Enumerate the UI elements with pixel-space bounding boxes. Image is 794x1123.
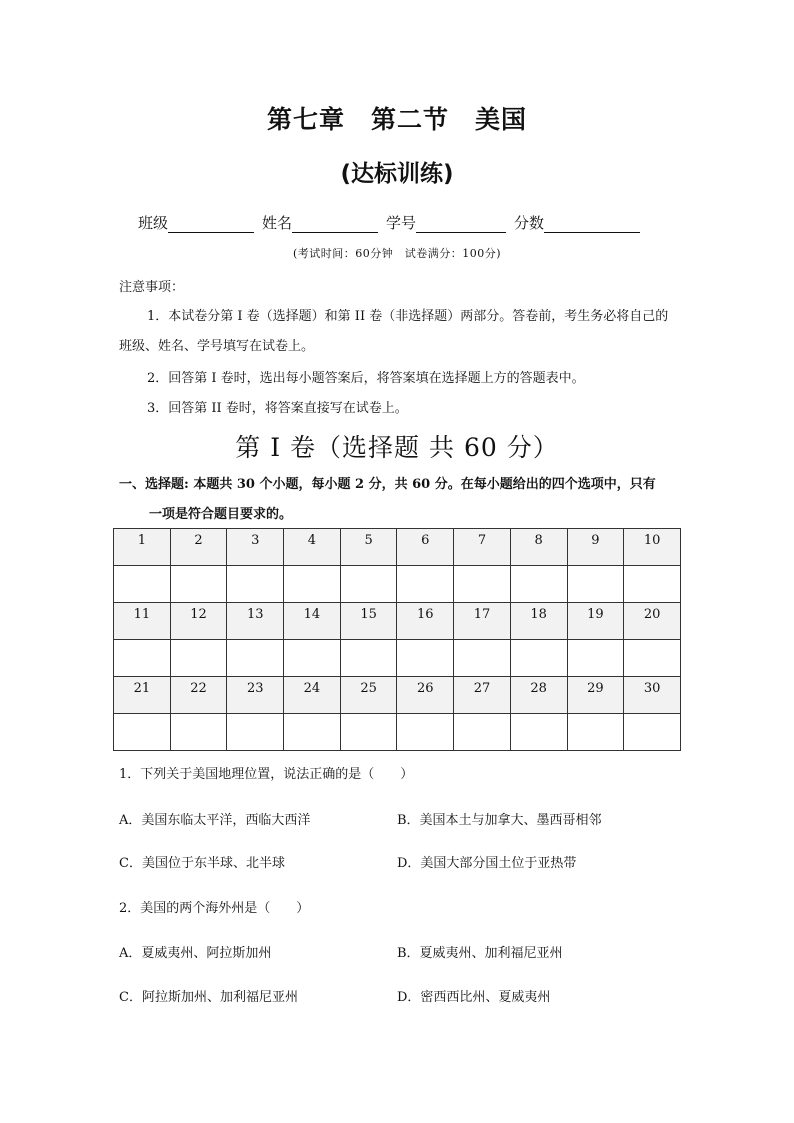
question-number-cell: 15 (340, 603, 397, 640)
question-number-cell: 3 (227, 529, 284, 566)
table-row (114, 677, 681, 714)
answer-cell[interactable] (170, 566, 227, 603)
question-number-cell: 24 (284, 677, 341, 714)
answer-cell[interactable] (227, 566, 284, 603)
page-subtitle: (达标训练) (340, 161, 454, 187)
option-a[interactable]: A．美国东临太平洋，西临大西洋 (119, 813, 311, 828)
question-number-cell: 25 (340, 677, 397, 714)
name-label: 姓名 (262, 214, 293, 232)
answer-cell[interactable] (170, 640, 227, 677)
student-info-row (138, 212, 678, 233)
answer-cell[interactable] (624, 640, 681, 677)
answer-cell[interactable] (454, 714, 511, 751)
name-blank[interactable] (292, 216, 378, 233)
answer-cell[interactable] (227, 714, 284, 751)
answer-cell[interactable] (284, 566, 341, 603)
question-number-cell: 4 (284, 529, 341, 566)
option-d[interactable]: D．美国大部分国土位于亚热带 (397, 856, 577, 871)
option-d[interactable]: D．密西西比州、夏威夷州 (397, 990, 551, 1005)
question-number-cell: 26 (397, 677, 454, 714)
question-number-cell: 12 (170, 603, 227, 640)
student-id-blank[interactable] (416, 216, 506, 233)
answer-cell[interactable] (567, 566, 624, 603)
answer-cell[interactable] (624, 714, 681, 751)
answer-cell[interactable] (340, 640, 397, 677)
answer-cell[interactable] (397, 714, 454, 751)
name-field[interactable] (262, 212, 378, 233)
question-number-cell: 5 (340, 529, 397, 566)
answer-cell[interactable] (284, 714, 341, 751)
student-id-label: 学号 (386, 214, 417, 232)
question-number-cell: 1 (114, 529, 171, 566)
question-number-cell: 29 (567, 677, 624, 714)
instructions-line-1: 一、选择题: 本题共 30 个小题，每小题 2 分，共 60 分。在每小题给出的四个选项中，只有 (119, 477, 656, 492)
question-number-cell: 10 (624, 529, 681, 566)
student-id-field[interactable] (386, 212, 506, 233)
class-blank[interactable] (168, 216, 254, 233)
answer-cell[interactable] (510, 566, 567, 603)
exam-time-note: (考试时间：60分钟 试卷满分：100分) (292, 247, 502, 260)
class-label: 班级 (138, 214, 169, 232)
question-number-cell: 11 (114, 603, 171, 640)
question-number-cell: 8 (510, 529, 567, 566)
table-row (114, 640, 681, 677)
question-number-cell: 30 (624, 677, 681, 714)
question-number-cell: 20 (624, 603, 681, 640)
section-title: 第 I 卷（选择题 共 60 分） (235, 433, 559, 462)
question-number-cell: 2 (170, 529, 227, 566)
instructions-line-2: 一项是符合题目要求的。 (149, 507, 293, 522)
question-number-cell: 7 (454, 529, 511, 566)
note-item: 2．回答第 I 卷时，选出每小题答案后，将答案填在选择题上方的答题表中。 (147, 371, 585, 386)
answer-table (113, 528, 681, 751)
question-number-cell: 28 (510, 677, 567, 714)
score-label: 分数 (514, 214, 545, 232)
answer-cell[interactable] (567, 714, 624, 751)
answer-cell[interactable] (624, 566, 681, 603)
question-number-cell: 6 (397, 529, 454, 566)
answer-cell[interactable] (170, 714, 227, 751)
question-number-cell: 21 (114, 677, 171, 714)
answer-cell[interactable] (114, 714, 171, 751)
answer-cell[interactable] (397, 566, 454, 603)
answer-cell[interactable] (340, 714, 397, 751)
answer-cell[interactable] (284, 640, 341, 677)
question-number-cell: 18 (510, 603, 567, 640)
answer-cell[interactable] (567, 640, 624, 677)
table-row (114, 529, 681, 566)
table-row (114, 714, 681, 751)
option-c[interactable]: C．阿拉斯加州、加利福尼亚州 (119, 990, 298, 1005)
note-item: 1．本试卷分第 I 卷（选择题）和第 II 卷（非选择题）两部分。答卷前，考生务必将自己的班级、姓名、学号填写在试卷上。 (119, 309, 669, 354)
question-number-cell: 19 (567, 603, 624, 640)
option-c[interactable]: C．美国位于东半球、北半球 (119, 856, 285, 871)
question-stem: 1．下列关于美国地理位置，说法正确的是（ ） (119, 767, 414, 782)
section-instructions (119, 470, 679, 530)
note-item: 3．回答第 II 卷时，将答案直接写在试卷上。 (147, 401, 408, 416)
option-b[interactable]: B．夏威夷州、加利福尼亚州 (397, 946, 563, 961)
answer-cell[interactable] (454, 566, 511, 603)
option-a[interactable]: A．夏威夷州、阿拉斯加州 (119, 946, 272, 961)
question-number-cell: 27 (454, 677, 511, 714)
answer-cell[interactable] (510, 714, 567, 751)
answer-cell[interactable] (340, 566, 397, 603)
score-blank[interactable] (544, 216, 640, 233)
answer-cell[interactable] (510, 640, 567, 677)
class-field[interactable] (138, 212, 254, 233)
answer-cell[interactable] (454, 640, 511, 677)
answer-cell[interactable] (114, 640, 171, 677)
page-title: 第七章 第二节 美国 (266, 105, 527, 134)
question-number-cell: 23 (227, 677, 284, 714)
question-number-cell: 16 (397, 603, 454, 640)
table-row (114, 566, 681, 603)
question-number-cell: 9 (567, 529, 624, 566)
question-number-cell: 17 (454, 603, 511, 640)
score-field[interactable] (514, 212, 640, 233)
question-number-cell: 13 (227, 603, 284, 640)
answer-cell[interactable] (114, 566, 171, 603)
question-number-cell: 22 (170, 677, 227, 714)
question-number-cell: 14 (284, 603, 341, 640)
answer-cell[interactable] (397, 640, 454, 677)
notes-title: 注意事项： (119, 280, 185, 295)
question-stem: 2．美国的两个海外州是（ ） (119, 901, 310, 916)
option-b[interactable]: B．美国本土与加拿大、墨西哥相邻 (397, 813, 602, 828)
answer-cell[interactable] (227, 640, 284, 677)
table-row (114, 603, 681, 640)
